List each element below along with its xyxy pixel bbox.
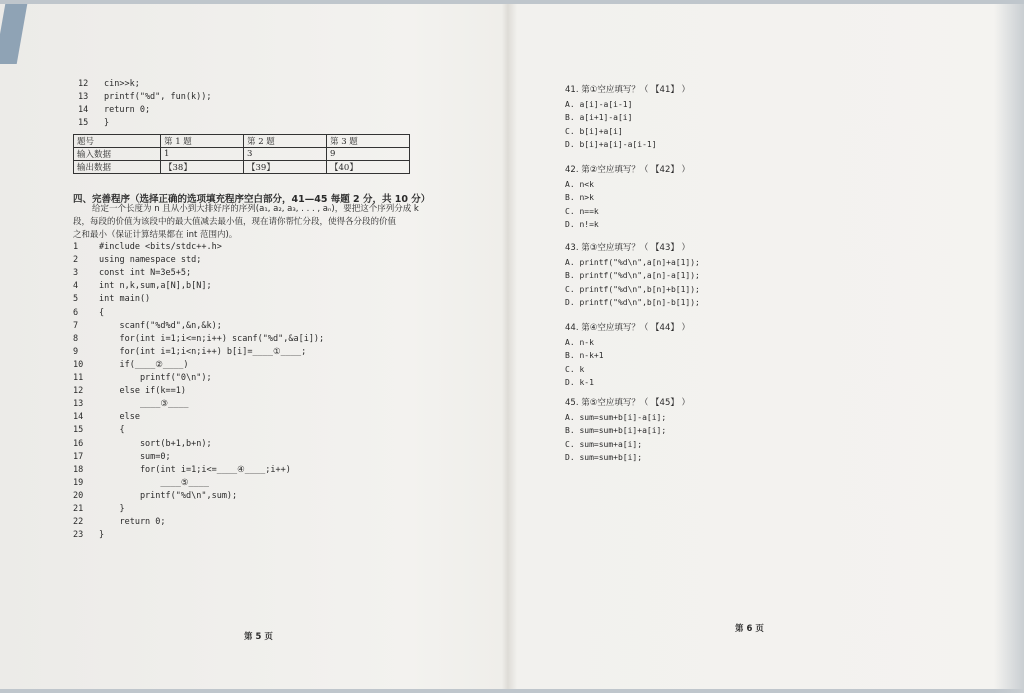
code-line: [73, 268, 191, 278]
code-line: [73, 504, 125, 514]
answer-option: A. printf("%d\n",a[n]+a[1]);: [565, 257, 700, 267]
line-number: 3: [73, 268, 79, 279]
table-cell: 【38】: [161, 161, 244, 174]
code-text: printf("%d", fun(k));: [104, 92, 212, 102]
code-text: {: [99, 307, 105, 318]
code-text: int n,k,sum,a[N],b[N];: [99, 281, 212, 292]
code-line: [73, 308, 104, 318]
table-cell: 输入数据: [74, 148, 161, 161]
page-5: [0, 4, 505, 689]
code-line: [78, 79, 140, 89]
header-cell: 第 1 题: [161, 135, 244, 148]
code-line: [73, 425, 125, 435]
code-line: [73, 347, 306, 357]
code-line: [73, 491, 237, 501]
code-text: for(int i=1;i<=____④____;i++): [99, 464, 291, 475]
question-45: [565, 397, 690, 465]
code-line: [73, 255, 201, 265]
page-6: [509, 4, 1024, 689]
question-43: [565, 242, 700, 310]
line-number: 21: [73, 504, 84, 514]
question-41: [565, 84, 690, 152]
code-text: const int N=3e5+5;: [99, 268, 192, 279]
question-title: 45. 第⑤空应填写？（ 【45】 ）: [565, 398, 691, 408]
answer-option: A. a[i]-a[i-1]: [565, 99, 633, 109]
code-text: return 0;: [104, 105, 151, 115]
question-title: 44. 第④空应填写？（ 【44】 ）: [565, 323, 691, 333]
question-title: 42. 第②空应填写？（ 【42】 ）: [565, 165, 691, 175]
code-text: sum=0;: [99, 451, 171, 462]
code-text: if(____②____): [99, 359, 189, 370]
code-line: [78, 118, 109, 128]
line-number: 22: [73, 517, 84, 528]
code-line: [73, 412, 140, 422]
code-text: for(int i=1;i<=n;i++) scanf("%d",&a[i]);: [99, 333, 325, 344]
code-text: ____⑤____: [99, 477, 209, 488]
code-text: scanf("%d%d",&n,&k);: [99, 320, 222, 331]
code-text: printf("0\n");: [99, 373, 212, 383]
line-number: 10: [73, 359, 84, 370]
description-line: 之和最小（保证计算结果都在 int 范围内)。: [73, 230, 238, 240]
code-line: [73, 281, 212, 291]
code-text: else: [99, 412, 140, 423]
code-line: [73, 399, 189, 409]
code-line: [73, 334, 324, 344]
answer-option: C. b[i]+a[i]: [565, 126, 623, 136]
line-number: 17: [73, 451, 84, 462]
background-edge: [994, 4, 1024, 693]
code-text: using namespace std;: [99, 255, 202, 266]
code-text: cin>>k;: [104, 79, 140, 89]
answer-option: C. n==k: [565, 206, 599, 216]
code-text: }: [99, 530, 105, 541]
line-number: 23: [73, 530, 84, 541]
code-text: {: [99, 425, 125, 436]
answer-option: B. printf("%d\n",a[n]-a[1]);: [565, 271, 700, 280]
line-number: 7: [73, 320, 79, 331]
code-line: [73, 242, 222, 252]
answer-option: B. n>k: [565, 193, 594, 202]
code-line: [73, 478, 209, 488]
line-number: 15: [73, 425, 84, 436]
io-table-header: [74, 135, 410, 148]
line-number: 9: [73, 346, 79, 357]
answer-option: D. n!=k: [565, 220, 599, 229]
code-text: int main(): [99, 294, 151, 305]
answer-option: B. a[i+1]-a[i]: [565, 113, 633, 122]
code-text: }: [99, 504, 125, 514]
question-title: 43. 第③空应填写？（ 【43】 ）: [565, 243, 691, 253]
description-line: 给定一个长度为 n 且从小到大排好序的序列(a₁, a₂, a₃, . . . , aₙ)，要把这个序列分成 k: [92, 204, 419, 214]
code-line: [73, 517, 166, 527]
io-table: [73, 134, 410, 174]
table-cell: 【39】: [244, 161, 327, 174]
line-number: 15: [78, 118, 89, 128]
line-number: 2: [73, 255, 79, 266]
answer-option: C. k: [565, 364, 585, 374]
answer-option: D. sum=sum+b[i];: [565, 453, 643, 462]
answer-option: C. sum=sum+a[i];: [565, 439, 643, 449]
table-cell: 输出数据: [74, 161, 161, 174]
code-line: [73, 321, 222, 331]
code-text: for(int i=1;i<n;i++) b[i]=____①____;: [99, 346, 307, 357]
code-line: [73, 452, 171, 462]
code-line: [78, 105, 150, 115]
line-number: 19: [73, 477, 84, 488]
line-number: 16: [73, 438, 84, 449]
line-number: 12: [73, 386, 84, 397]
page-number: 第 6 页: [735, 624, 764, 634]
code-text: ____③____: [99, 399, 189, 410]
answer-option: D. k-1: [565, 378, 594, 387]
question-title: 41. 第①空应填写？（ 【41】 ）: [565, 85, 691, 95]
line-number: 14: [73, 412, 84, 423]
line-number: 6: [73, 307, 79, 318]
header-cell: 题号: [74, 135, 161, 148]
line-number: 20: [73, 490, 84, 501]
header-cell: 第 2 题: [244, 135, 327, 148]
line-number: 18: [73, 464, 84, 475]
line-number: 13: [73, 399, 84, 410]
answer-option: C. printf("%d\n",b[n]+b[1]);: [565, 284, 700, 294]
code-text: else if(k==1): [99, 386, 186, 397]
code-line: [73, 465, 291, 475]
table-cell: 1: [161, 148, 244, 161]
code-text: #include <bits/stdc++.h>: [99, 242, 222, 252]
page-number: 第 5 页: [244, 632, 273, 642]
table-cell: 3: [244, 148, 327, 161]
answer-option: B. n-k+1: [565, 351, 604, 360]
line-number: 1: [73, 242, 79, 252]
code-line: [73, 386, 186, 396]
line-number: 13: [78, 92, 89, 102]
line-number: 14: [78, 105, 89, 115]
header-cell: 第 3 题: [327, 135, 410, 148]
answer-option: D. b[i]+a[i]-a[i-1]: [565, 140, 657, 149]
code-line: [73, 360, 189, 370]
code-text: }: [104, 118, 110, 128]
line-number: 8: [73, 333, 79, 344]
code-line: [73, 530, 104, 540]
code-line: [73, 439, 212, 449]
question-44: [565, 322, 690, 390]
question-42: [565, 164, 690, 232]
code-text: printf("%d\n",sum);: [99, 490, 238, 501]
exam-sheet: [0, 4, 1024, 689]
description-line: 段，每段的价值为该段中的最大值减去最小值，现在请你帮忙分段，使得各分段的价值: [73, 217, 397, 227]
code-line: [73, 373, 212, 383]
code-line: [78, 92, 211, 102]
line-number: 4: [73, 281, 79, 292]
answer-option: A. n-k: [565, 337, 594, 347]
table-cell: 9: [327, 148, 410, 161]
io-table-row: [74, 148, 410, 161]
answer-option: B. sum=sum+b[i]+a[i];: [565, 426, 667, 435]
code-line: [73, 294, 150, 304]
answer-option: A. sum=sum+b[i]-a[i];: [565, 412, 667, 422]
code-text: sort(b+1,b+n);: [99, 438, 212, 449]
table-cell: 【40】: [327, 161, 410, 174]
answer-option: A. n<k: [565, 179, 594, 189]
answer-option: D. printf("%d\n",b[n]-b[1]);: [565, 298, 700, 307]
line-number: 11: [73, 373, 84, 383]
code-text: return 0;: [99, 517, 166, 528]
line-number: 5: [73, 294, 79, 305]
line-number: 12: [78, 79, 89, 89]
io-table-row: [74, 161, 410, 174]
section-title: 四、完善程序（选择正确的选项填充程序空白部分，41—45 每题 2 分，共 10 分）: [73, 194, 431, 205]
